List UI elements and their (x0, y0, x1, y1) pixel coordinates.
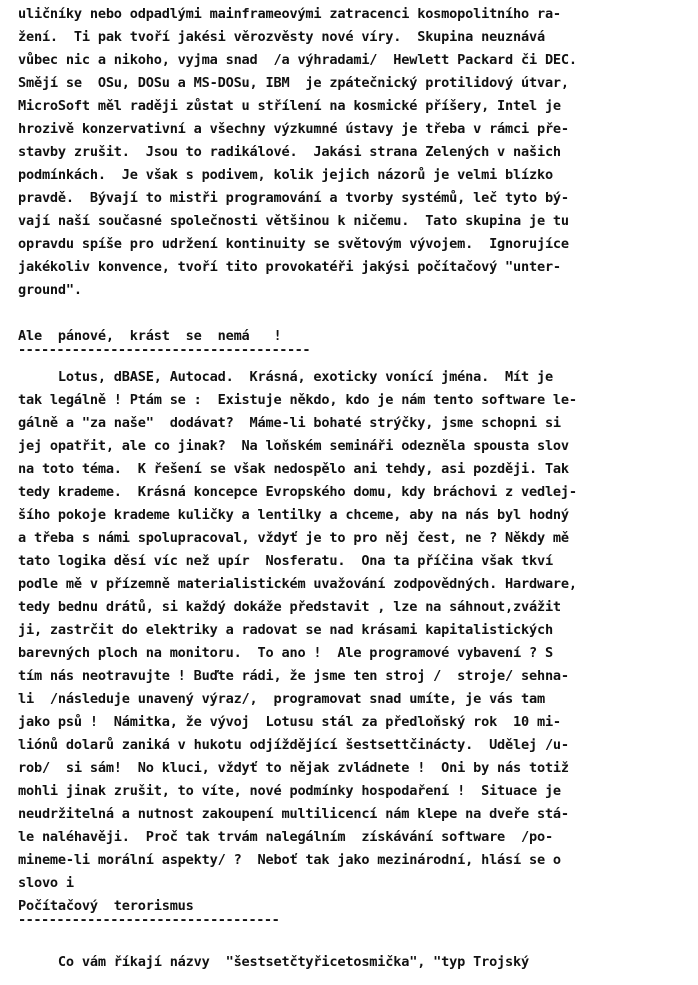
text-line: Co vám říkají názvy "šestsetčtyřicetosmička", "typ Trojský (18, 954, 529, 970)
text-line: liónů dolarů zaniká v hukotu odjíždějící šestsettčinácty. Udělej /u- (18, 737, 569, 753)
text-line: Lotus, dBASE, Autocad. Krásná, exoticky vonící jména. Mít je (18, 369, 553, 385)
text-line: jako psů ! Námitka, že vývoj Lotusu stál za předloňský rok 10 mi- (18, 714, 561, 730)
text-line: tím nás neotravujte ! Buďte rádi, že jsme ten stroj / stroje/ sehna- (18, 668, 569, 684)
text-line: tedy krademe. Krásná koncepce Evropského domu, kdy bráchovi z vedlej- (18, 484, 577, 500)
heading-underline: -------------------------------------- (18, 342, 310, 358)
text-line: žení. Ti pak tvoří jakési věrozvěsty nové víry. Skupina neuznává (18, 29, 545, 45)
heading-underline: ---------------------------------- (18, 912, 280, 928)
text-line: neudržitelná a nutnost zakoupení multilicencí nám klepe na dveře stá- (18, 806, 569, 822)
text-line: Smějí se OSu, DOSu a MS-DOSu, IBM je zpátečnický protilidový útvar, (18, 75, 569, 91)
text-line: jej opatřit, ale co jinak? Na loňském semináři odezněla spousta slov (18, 438, 569, 454)
text-line: tato logika děsí víc než upír Nosferatu. Ona ta příčina však tkví (18, 553, 553, 569)
text-line: hrozivě konzervativní a všechny výzkumné ústavy je třeba v rámci pře- (18, 121, 569, 137)
text-line: slovo i (18, 875, 74, 891)
text-line: a třeba s námi spolupracoval, vždyť je to pro něj čest, ne ? Někdy mě (18, 530, 569, 546)
text-line: stavby zrušit. Jsou to radikálové. Jakási strana Zelených v našich (18, 144, 561, 160)
text-line: vají naší současné společnosti většinou k ničemu. Tato skupina je tu (18, 213, 569, 229)
text-line: uličníky nebo odpadlými mainframeovými zatracenci kosmopolitního ra- (18, 6, 561, 22)
text-line: tak legálně ! Ptám se : Existuje někdo, kdo je nám tento software le- (18, 392, 577, 408)
text-line: podle mě v přízemně materialistickém uvažování zodpovědných. Hardware, (18, 576, 577, 592)
text-line: vůbec nic a nikoho, vyjma snad /a výhradami/ Hewlett Packard či DEC. (18, 52, 577, 68)
text-line: rob/ si sám! No kluci, vždyť to nějak zvládnete ! Oni by nás totiž (18, 760, 569, 776)
text-line: ground". (18, 282, 82, 298)
section-heading: Počítačový terorismus (18, 898, 194, 914)
text-line: MicroSoft měl raději zůstat u střílení na kosmické příšery, Intel je (18, 98, 561, 114)
text-line: šího pokoje krademe kuličky a lentilky a chceme, aby na nás byl hodný (18, 507, 569, 523)
text-line: le naléhavěji. Proč tak trvám nalegálním získávání software /po- (18, 829, 553, 845)
text-line: tedy bednu drátů, si každý dokáže představit , lze na sáhnout,zvážit (18, 599, 561, 615)
text-line: li /následuje unavený výraz/, programovat snad umíte, je vás tam (18, 691, 545, 707)
text-line: jakékoliv konvence, tvoří tito provokatéři jakýsi počítačový "unter- (18, 259, 561, 275)
text-line: podmínkách. Je však s podivem, kolik jejich názorů je velmi blízko (18, 167, 553, 183)
text-line: mineme-li morální aspekty/ ? Neboť tak jako mezinárodní, hlásí se o (18, 852, 561, 868)
text-line: ji, zastrčit do elektriky a radovat se nad krásami kapitalistických (18, 622, 553, 638)
text-line: pravdě. Bývají to mistři programování a tvorby systémů, leč tyto bý- (18, 190, 569, 206)
section-heading: Ale pánové, krást se nemá ! (18, 328, 282, 344)
text-line: opravdu spíše pro udržení kontinuity se světovým vývojem. Ignorujíce (18, 236, 569, 252)
text-line: gálně a "za naše" dodávat? Máme-li bohaté strýčky, jsme schopni si (18, 415, 561, 431)
text-line: na toto téma. K řešení se však nedospělo ani tehdy, asi později. Tak (18, 461, 569, 477)
text-line: barevných ploch na monitoru. To ano ! Ale programové vybavení ? S (18, 645, 553, 661)
text-line: mohli jinak zrušit, to víte, nové podmínky hospodaření ! Situace je (18, 783, 561, 799)
